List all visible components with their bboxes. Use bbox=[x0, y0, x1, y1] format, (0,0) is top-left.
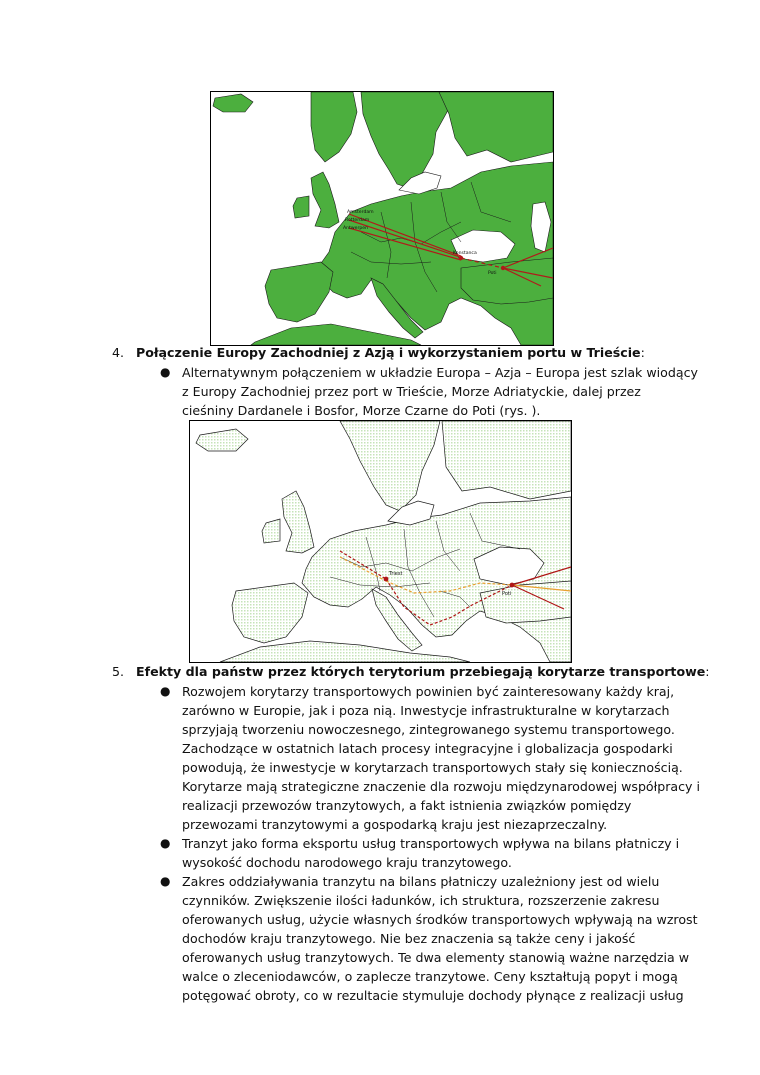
section5-text-line: wysokość dochodu narodowego kraju tranzytowego. bbox=[182, 855, 512, 870]
section5-text-line: Korytarze mają strategiczne znaczenie dla rozwoju międzynarodowej współpracy i bbox=[182, 779, 700, 794]
section5-colon: : bbox=[705, 664, 710, 679]
section5-text-line: Zachodzące w ostatnich latach procesy integracyjne i globalizacja gospodarki bbox=[182, 741, 673, 756]
section5-heading bbox=[136, 662, 710, 681]
section5-text-line: oferowanych usług tranzytowych. Te dwa elementy stanowią ważne narzędzia w bbox=[182, 950, 689, 965]
section5-text-line: powodują, że inwestycje w korytarzach transportowych stały się koniecznością. bbox=[182, 760, 683, 775]
map1-label-konstanca: Konstanca bbox=[453, 251, 477, 256]
section5-text-line: sprzyjają tworzeniu nowoczesnego, zintegrowanego systemu transportowego. bbox=[182, 722, 675, 737]
section5-text-line: zarówno w Europie, jak i poza nią. Inwestycje infrastrukturalne w korytarzach bbox=[182, 703, 670, 718]
section5-bullet-dot: ● bbox=[160, 874, 171, 888]
section5-text-line: czynników. Zwiększenie ilości ładunków, ich struktura, rozszerzenie zakresu bbox=[182, 893, 660, 908]
section4-bullet-dot: ● bbox=[160, 365, 171, 379]
section5-text-line: oferowanych usług, użycie własnych środków transportowych wpływają na wzrost bbox=[182, 912, 698, 927]
section4-number: 4. bbox=[112, 345, 125, 360]
map1-label-antwerpen: Antwerpen bbox=[343, 226, 368, 231]
map-europe-green bbox=[210, 91, 554, 346]
section5-title: Efekty dla państw przez których terytorium przebiegają korytarze transportowe bbox=[136, 664, 706, 679]
section5-bullet-dot: ● bbox=[160, 836, 171, 850]
section5-text-line: przewozami tranzytowymi a gospodarką kraju jest niezaprzeczalny. bbox=[182, 817, 608, 832]
section4-colon: : bbox=[640, 345, 645, 360]
map2-label-triest: Triest bbox=[389, 571, 403, 577]
section5-text-line: Rozwojem korytarzy transportowych powinien być zainteresowany każdy kraj, bbox=[182, 684, 675, 699]
section5-text-line: Tranzyt jako forma eksportu usług transportowych wpływa na bilans płatniczy i bbox=[182, 836, 680, 851]
section4-text-line: cieśniny Dardanele i Bosfor, Morze Czarne do Poti (rys. ). bbox=[182, 403, 541, 418]
section4-heading bbox=[136, 343, 645, 362]
section5-text-line: Zakres oddziaływania tranzytu na bilans płatniczy uzależniony jest od wielu bbox=[182, 874, 660, 889]
section5-text-line: walce o zleceniodawców, o zaplecze tranzytowe. Ceny kształtują popyt i mogą bbox=[182, 969, 678, 984]
section4-title: Połączenie Europy Zachodniej z Azją i wykorzystaniem portu w Trieście bbox=[136, 345, 641, 360]
section4-text-line: Alternatywnym połączeniem w układzie Europa – Azja – Europa jest szlak wiodący bbox=[182, 365, 698, 380]
map1-label-amsterdam: Amsterdam bbox=[347, 210, 374, 215]
map1-label-rotterdam: Rotterdam bbox=[345, 218, 370, 223]
map-europe-dotted bbox=[189, 420, 572, 663]
section4-text-line: z Europy Zachodniej przez port w Trieście, Morze Adriatyckie, dalej przez bbox=[182, 384, 641, 399]
section5-text-line: potęgować obroty, co w rezultacie stymuluje dochody płynące z realizacji usług bbox=[182, 988, 684, 1003]
map2-label-poti: Poti bbox=[502, 591, 512, 597]
map1-label-poti: Poti bbox=[488, 271, 497, 276]
section5-text-line: dochodów kraju tranzytowego. Nie bez znaczenia są także ceny i jakość bbox=[182, 931, 636, 946]
section5-bullet-dot: ● bbox=[160, 684, 171, 698]
section5-number: 5. bbox=[112, 664, 125, 679]
section5-text-line: realizacji przewozów tranzytowych, a fakt istnienia związków pomiędzy bbox=[182, 798, 632, 813]
